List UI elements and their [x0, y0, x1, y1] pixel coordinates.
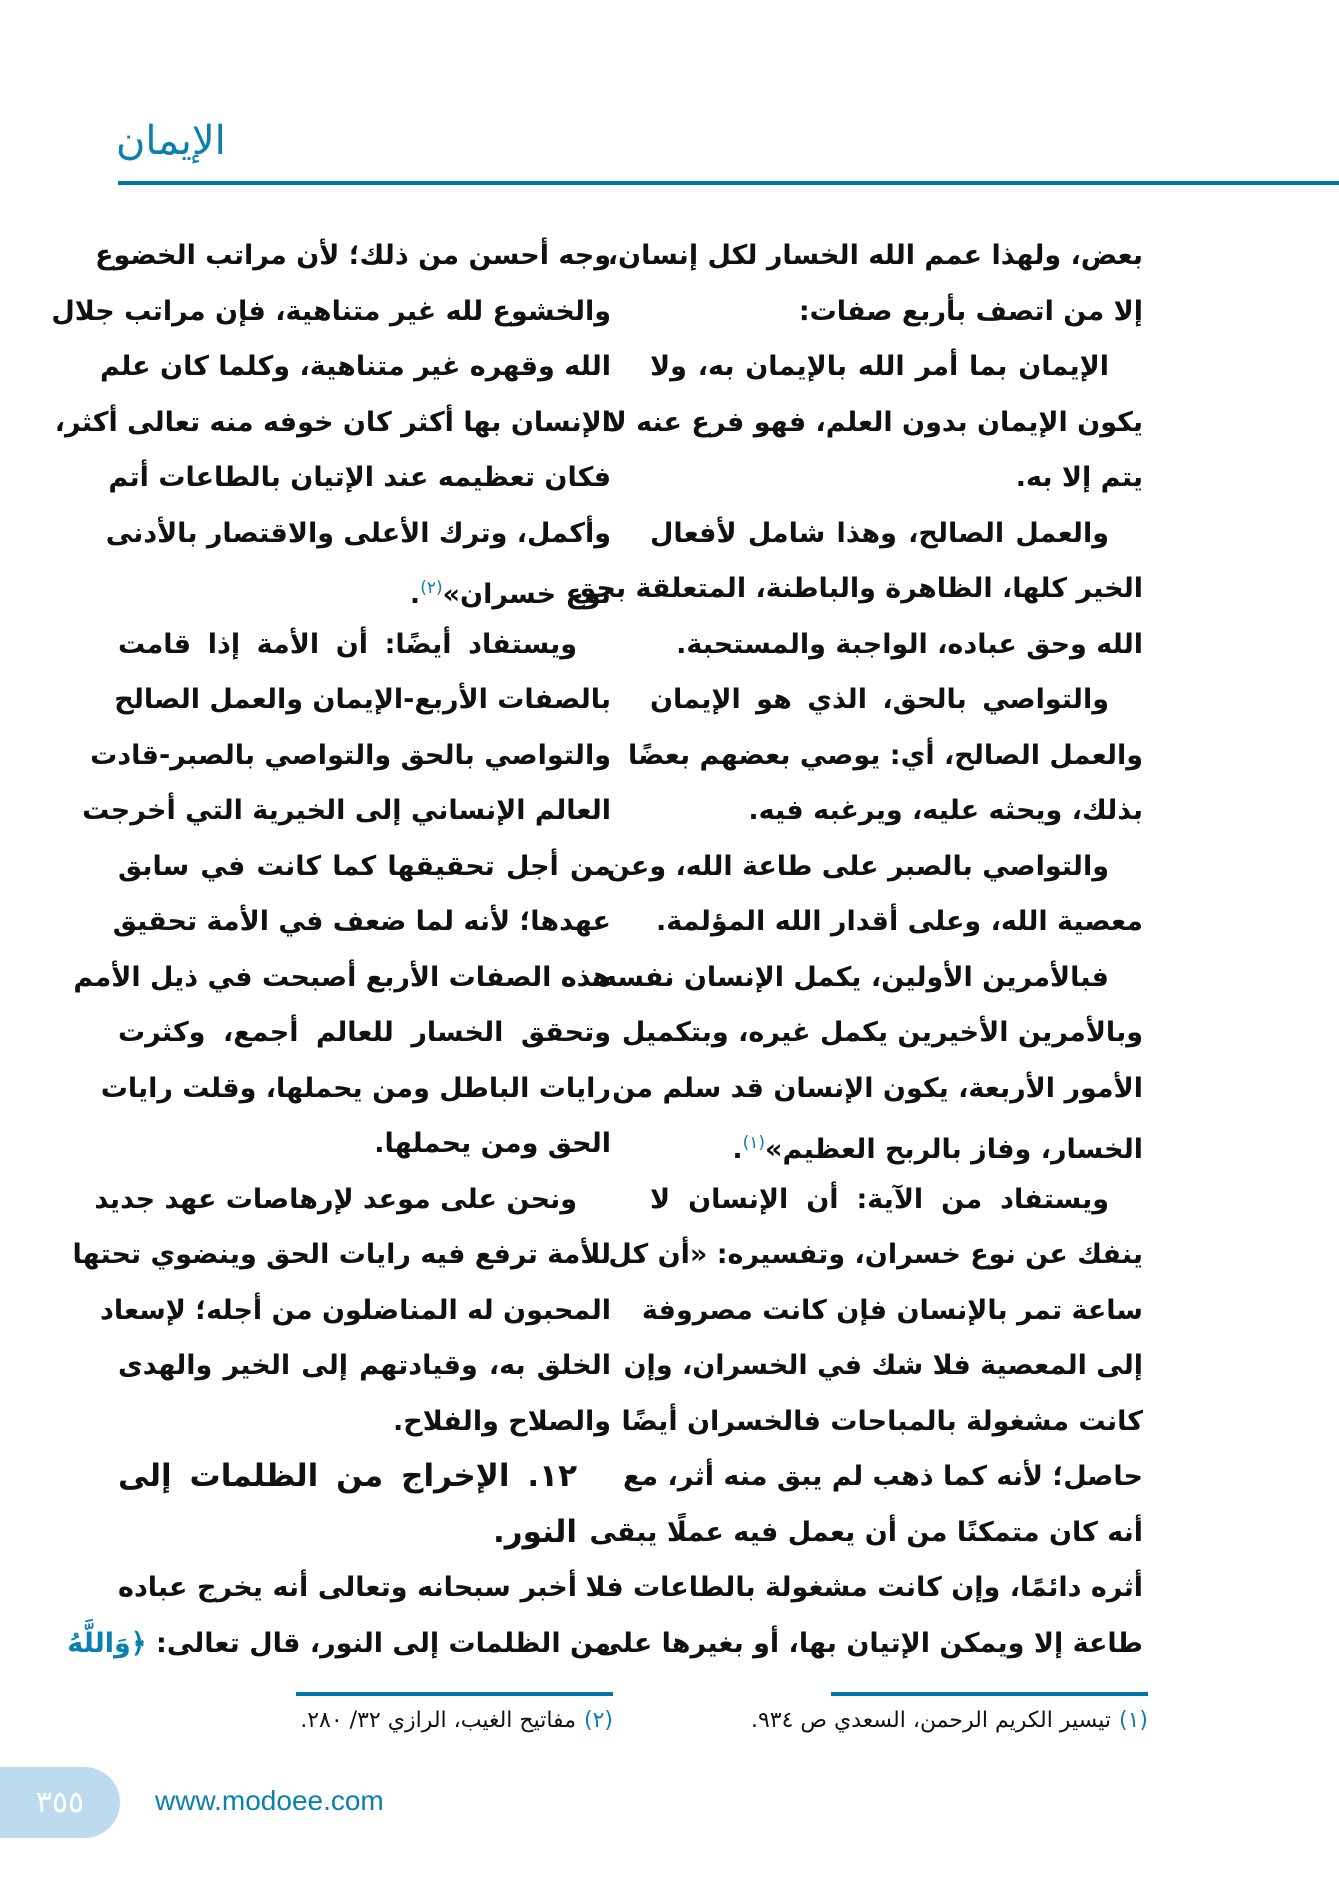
text-line [650, 783, 1143, 839]
text-line [606, 839, 1143, 895]
line-text: والعمل الصالح، أي: يوصي بعضهم بعضًا [628, 739, 1143, 771]
line-text: والصلاح والفلاح. [393, 1405, 611, 1437]
footnote-1 [751, 1708, 1148, 1733]
text-line [100, 1061, 611, 1117]
text-line [641, 1283, 1143, 1339]
text-line [621, 1394, 1143, 1450]
line-text: الخير كلها، الظاهرة والباطنة، المتعلقة بحق [572, 573, 1143, 604]
line-text: عهدها؛ لأنه لما ضعف في الأمة تحقيق [112, 906, 611, 937]
line-text: وتحقق الخسار للعالم أجمع، وكثرت [118, 1017, 611, 1048]
line-text: طاعة إلا ويمكن الإتيان بها، أو بغيرها على [595, 1627, 1143, 1659]
footnote-number: (٢) [583, 1708, 613, 1733]
quran-quote: ﴿وَاللَّهُ [67, 1627, 147, 1659]
line-text: ساعة تمر بالإنسان فإن كانت مصروفة [641, 1294, 1143, 1326]
line-text: حاصل؛ لأنه كما ذهب لم يبق منه أثر، مع [622, 1461, 1143, 1492]
line-text: أنه كان متمكنًا من أن يعمل فيه عملًا يبقى [589, 1516, 1143, 1548]
text-line [650, 672, 1143, 728]
text-line [623, 1338, 1143, 1394]
text-line [118, 1338, 611, 1394]
text-line [621, 1005, 1143, 1061]
line-text: العالم الإنساني إلى الخيرية التي أخرجت [82, 795, 611, 826]
footnote-number: (١) [1118, 1708, 1148, 1733]
line-text: وبالأمرين الأخيرين يكمل غيره، وبتكميل [621, 1017, 1143, 1048]
line-text: ونحن على موعد لإرهاصات عهد جديد [94, 1183, 577, 1215]
line-text: الحق ومن يحملها. [374, 1128, 611, 1159]
text-line [54, 395, 611, 451]
text-line [650, 894, 1143, 950]
footnote-rule-left [296, 1692, 613, 1696]
text-line [118, 1005, 611, 1061]
header-rule [118, 181, 1339, 185]
line-text: ويستفاد أيضًا: أن الأمة إذا قامت [118, 628, 577, 660]
line-text: نوع خسران» [442, 579, 611, 610]
text-line [608, 1227, 1143, 1283]
line-text: الأمور الأربعة، يكون الإنسان قد سلم من [612, 1072, 1143, 1104]
text-line [99, 1283, 611, 1339]
line-text: الإنسان بها أكثر كان خوفه منه تعالى أكثر، [54, 406, 611, 438]
text-line [650, 284, 1143, 340]
text-line [650, 617, 1143, 673]
line-text: والعمل الصالح، وهذا شامل لأفعال [650, 517, 1109, 549]
line-text: من الظلمات إلى النور، قال تعالى: [146, 1627, 611, 1659]
page-number: ٣٥٥ [0, 1767, 120, 1838]
text-line [590, 950, 1143, 1006]
text-line [105, 506, 611, 562]
footnote-rule-right [831, 1692, 1148, 1696]
line-text: الخلق به، وقيادتهم إلى الخير والهدى [118, 1350, 611, 1381]
line-text: النور. [493, 1513, 577, 1550]
line-text: يتم إلا به. [1015, 462, 1143, 493]
line-text: الخسار، وفاز بالربح العظيم» [765, 1134, 1143, 1165]
line-text: إلى المعصية فلا شك في الخسران، وإن [623, 1350, 1143, 1381]
section-heading-line [118, 1505, 611, 1561]
text-line [82, 783, 611, 839]
line-text: ينفك عن نوع خسران، وتفسيره: «أن كل [608, 1239, 1143, 1270]
footnote-marker[interactable]: (١) [742, 1133, 765, 1153]
line-text: أثره دائمًا، وإن كانت مشغولة بالطاعات فلا [585, 1572, 1143, 1603]
line-text: المحبون له المناضلون من أجله؛ لإسعاد [99, 1294, 611, 1326]
text-line [118, 1116, 611, 1172]
line-text: أخبر سبحانه وتعالى أنه يخرج عباده [118, 1572, 577, 1603]
line-text: والخشوع لله غير متناهية، فإن مراتب جلال [51, 295, 611, 327]
text-line [72, 1227, 611, 1283]
line-text: معصية الله، وعلى أقدار الله المؤلمة. [656, 906, 1143, 937]
line-text: الله وحق عباده، الواجبة والمستحبة. [676, 628, 1143, 660]
text-line [650, 506, 1143, 562]
line-text: إلا من اتصف بأربع صفات: [798, 295, 1143, 327]
text-line [572, 561, 1143, 617]
line-text: بذلك، ويحثه عليه، ويرغبه فيه. [748, 795, 1143, 826]
chapter-title: الإيمان [116, 118, 226, 164]
text-line [112, 894, 611, 950]
right-text-column [572, 228, 1143, 1671]
text-line [585, 1560, 1143, 1616]
text-line [95, 228, 611, 284]
punctuation: . [732, 1134, 743, 1165]
line-text: فكان تعظيمه عند الإتيان بالطاعات أتم [108, 462, 611, 493]
line-text: ١٢. الإخراج من الظلمات إلى [118, 1458, 577, 1494]
text-line [118, 561, 611, 617]
line-text: بالصفات الأربع-الإيمان والعمل الصالح [114, 684, 611, 715]
line-text: الله وقهره غير متناهية، وكلما كان علم [99, 351, 611, 382]
line-text: للأمة ترفع فيه رايات الحق وينضوي تحتها [72, 1239, 611, 1270]
text-line [612, 1061, 1143, 1117]
text-line [118, 839, 611, 895]
line-text: وجه أحسن من ذلك؛ لأن مراتب الخضوع [95, 240, 611, 271]
line-text: كانت مشغولة بالمباحات فالخسران أيضًا [621, 1405, 1143, 1437]
text-line [650, 1172, 1143, 1228]
text-line [650, 450, 1143, 506]
line-text: ويستفاد من الآية: أن الإنسان لا [650, 1183, 1109, 1215]
line-text: وأكمل، وترك الأعلى والاقتصار بالأدنى [105, 517, 611, 549]
text-line [67, 1616, 611, 1672]
website-link[interactable]: www.modoee.com [155, 1785, 384, 1816]
text-line [118, 1394, 611, 1450]
text-line [108, 450, 611, 506]
text-line [589, 1505, 1143, 1561]
text-line [118, 617, 611, 673]
text-line [622, 1449, 1143, 1505]
text-line [51, 284, 611, 340]
text-line [118, 1560, 611, 1616]
left-text-column [51, 228, 611, 1671]
text-line [650, 339, 1143, 395]
text-line [90, 728, 611, 784]
text-line [628, 728, 1143, 784]
line-text: الإيمان بما أمر الله بالإيمان به، ولا [650, 351, 1109, 382]
text-line [650, 1116, 1143, 1172]
text-line [607, 228, 1143, 284]
footnote-text: مفاتيح الغيب، الرازي ٣٢/ ٢٨٠. [300, 1708, 576, 1733]
text-line [595, 1616, 1143, 1672]
line-text: من أجل تحقيقها كما كانت في سابق [118, 850, 611, 882]
text-line [73, 950, 611, 1006]
text-line [94, 1172, 611, 1228]
footnote-marker[interactable]: (٢) [420, 578, 443, 598]
line-text: بعض، ولهذا عمم الله الخسار لكل إنسان، [607, 240, 1143, 271]
line-text: والتواصي بالحق والتواصي بالصبر-قادت [90, 739, 611, 771]
line-text: هذه الصفات الأربع أصبحت في ذيل الأمم [73, 961, 611, 993]
section-heading-line [118, 1449, 611, 1505]
line-text: فبالأمرين الأولين، يكمل الإنسان نفسه، [590, 961, 1109, 993]
line-text: رايات الباطل ومن يحملها، وقلت رايات [100, 1072, 611, 1104]
line-text: والتواصي بالحق، الذي هو الإيمان [650, 684, 1109, 715]
text-line [114, 672, 611, 728]
text-line [606, 395, 1143, 451]
line-text: يكون الإيمان بدون العلم، فهو فرع عنه لا [606, 406, 1143, 438]
footnote-text: تيسير الكريم الرحمن، السعدي ص ٩٣٤. [750, 1708, 1111, 1733]
line-text: والتواصي بالصبر على طاعة الله، وعن [606, 850, 1109, 882]
footnote-2 [300, 1708, 613, 1733]
punctuation: . [409, 579, 421, 610]
text-line [99, 339, 611, 395]
